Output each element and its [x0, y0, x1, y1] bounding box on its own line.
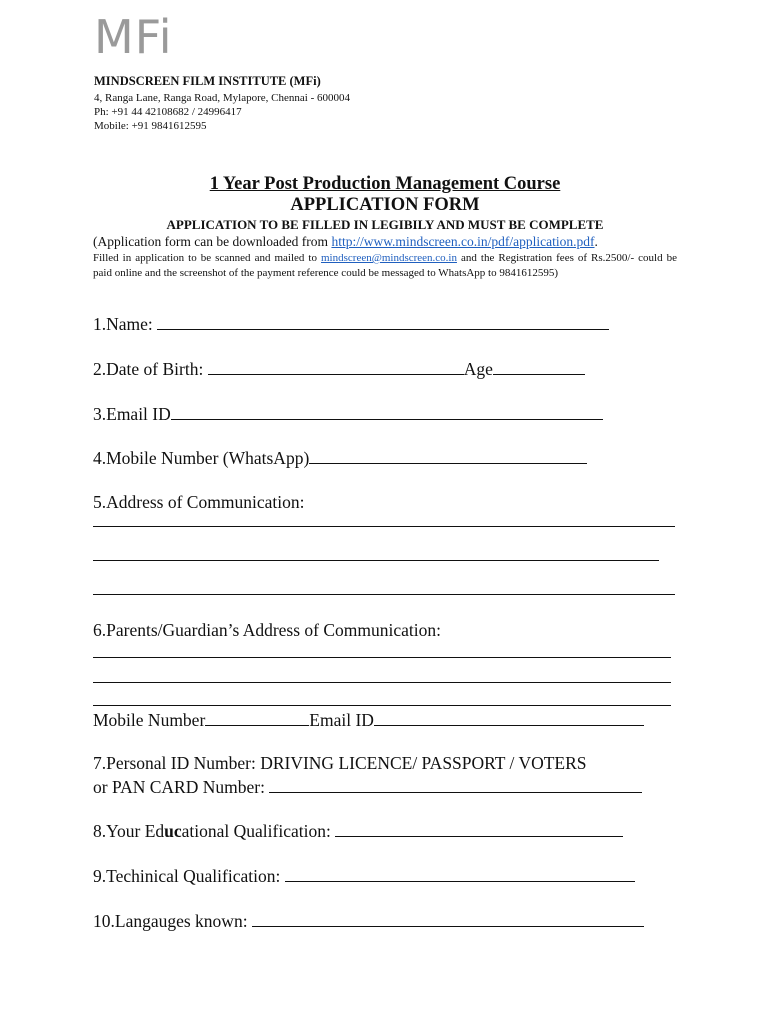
guardian-email-input-line[interactable] [374, 709, 644, 726]
education-label-suffix: ational Qualification: [181, 821, 336, 841]
email-label: 3.Email ID [93, 404, 171, 424]
email-field [93, 403, 603, 425]
dob-label: 2.Date of Birth: [93, 359, 208, 379]
mobile-label: 4.Mobile Number (WhatsApp) [93, 448, 310, 468]
personal-id-field [93, 753, 587, 774]
address-line-1[interactable] [93, 526, 675, 527]
age-label: Age [463, 359, 493, 379]
guardian-email-label: Email ID [309, 710, 374, 730]
institute-name: MINDSCREEN FILM INSTITUTE (MFi) [94, 74, 321, 88]
age-input-line[interactable] [493, 358, 585, 375]
institute-mobile: Mobile: +91 9841612595 [94, 120, 207, 132]
guardian-address-line-2[interactable] [93, 682, 671, 683]
pan-input-line[interactable] [269, 776, 642, 793]
education-input-line[interactable] [335, 820, 623, 837]
languages-label: 10.Langauges known: [93, 911, 252, 931]
technical-label: 9.Techinical Qualification: [93, 866, 285, 886]
mfi-logo: MFi [94, 10, 173, 64]
address-label: 5.Address of Communication: [93, 492, 305, 512]
name-field [93, 313, 609, 335]
course-title: 1 Year Post Production Management Course [209, 174, 561, 194]
languages-field [93, 910, 644, 932]
address-line-2[interactable] [93, 560, 659, 561]
personal-id-options: : DRIVING LICENCE/ PASSPORT / VOTERS [250, 753, 587, 773]
guardian-mobile-input-line[interactable] [205, 709, 309, 726]
fill-instruction: APPLICATION TO BE FILLED IN LEGIBILY AND MUST BE COMPLETE [166, 217, 604, 232]
personal-id-label: 7.Personal ID Number [93, 753, 251, 773]
languages-input-line[interactable] [252, 910, 644, 927]
technical-input-line[interactable] [285, 865, 635, 882]
guardian-address-line-3[interactable] [93, 705, 671, 706]
address-line-3[interactable] [93, 594, 675, 595]
form-title: APPLICATION FORM [290, 195, 480, 215]
education-label-bold: uc [164, 821, 182, 841]
note-part1: Filled in application to be scanned and mailed to [93, 252, 321, 264]
dob-input-line[interactable] [208, 358, 464, 375]
guardian-contact-field [93, 709, 644, 731]
guardian-address-line-1[interactable] [93, 657, 671, 658]
name-label: 1.Name: [93, 314, 158, 334]
email-input-line[interactable] [171, 403, 603, 420]
download-prefix: (Application form can be downloaded from [93, 234, 332, 249]
institute-phone: Ph: +91 44 42108682 / 24996417 [94, 106, 242, 118]
submission-note [93, 251, 677, 281]
name-input-line[interactable] [157, 313, 609, 330]
guardian-address-label: 6.Parents/Guardian’s Address of Communication: [93, 620, 442, 640]
dob-field [93, 358, 585, 380]
education-field [93, 820, 623, 842]
email-link[interactable]: mindscreen@mindscreen.co.in [321, 252, 457, 264]
mobile-field [93, 447, 587, 469]
pan-field [93, 776, 642, 798]
download-suffix: . [594, 234, 598, 249]
guardian-mobile-label: Mobile Number [93, 710, 206, 730]
download-note [93, 234, 598, 250]
note-part2: and the Registration fees of Rs.2500/- could be paid online and the screenshot of the payment reference could be messaged to WhatsApp to 9841612595) [93, 252, 677, 279]
technical-field [93, 865, 635, 887]
institute-address: 4, Ranga Lane, Ranga Road, Mylapore, Chennai - 600004 [94, 92, 350, 104]
mobile-input-line[interactable] [309, 447, 587, 464]
pan-label: or PAN CARD Number: [93, 777, 270, 797]
application-pdf-link[interactable]: http://www.mindscreen.co.in/pdf/application.pdf [331, 234, 595, 249]
education-label-prefix: 8.Your Ed [93, 821, 165, 841]
